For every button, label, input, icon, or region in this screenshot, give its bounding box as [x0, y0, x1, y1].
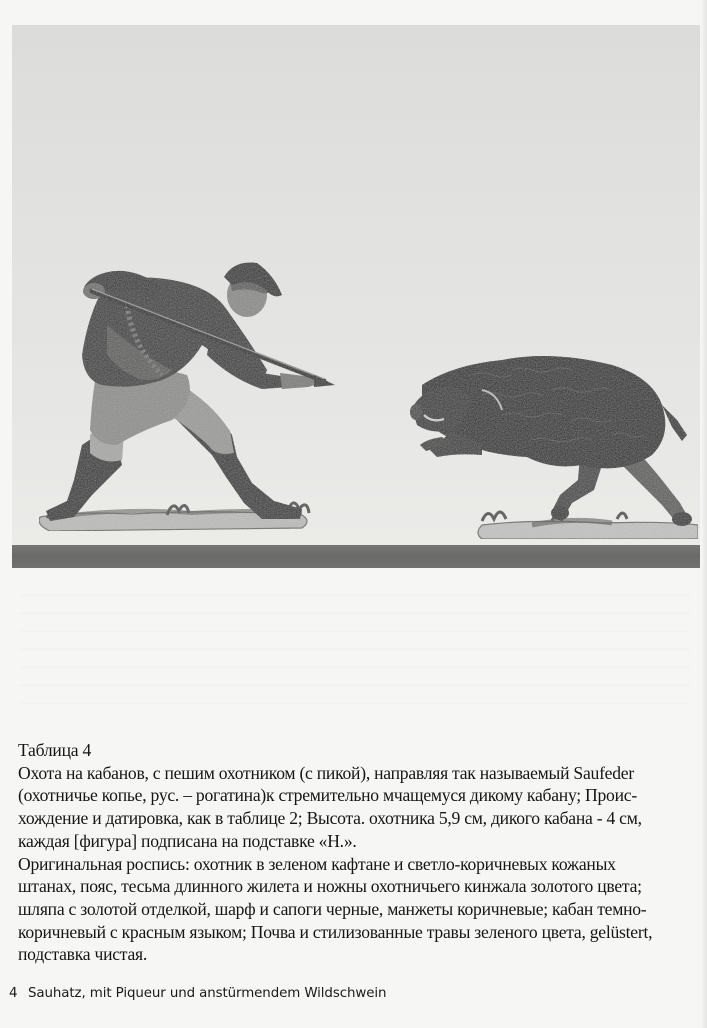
- figure-plate: [12, 25, 700, 568]
- caption-line: штанах, пояс, тесьма длинного жилета и ножны охотничьего кинжала золотого цвета;: [18, 876, 642, 897]
- caption-line: (охотничье копье, рус. – рогатина)к стремительно мчащемуся дикому кабану; Проис-: [18, 785, 637, 806]
- caption-block: [18, 739, 678, 966]
- plate-number: 4: [9, 986, 18, 1001]
- plate-footer-caption: [9, 986, 386, 1001]
- page-edge: [701, 0, 707, 1028]
- caption-line: подставка чистая.: [18, 944, 148, 965]
- show-through-texture: [20, 580, 690, 720]
- plate-base-band: [12, 545, 700, 568]
- boar-base: [478, 521, 698, 539]
- boar-figure: [410, 356, 698, 539]
- hunter-figure: [39, 263, 335, 531]
- figure-photo: [12, 25, 700, 568]
- caption-line: шляпа с золотой отделкой, шарф и сапоги черные, манжеты коричневые; кабан темно-: [18, 898, 647, 919]
- plate-title: Sauhatz, mit Piqueur und anstürmendem Wildschwein: [28, 986, 387, 1001]
- caption-line: хождение и датировка, как в таблице 2; Высота. охотника 5,9 см, дикого кабана - 4 см,: [18, 808, 642, 829]
- caption-line: коричневый с красным языком; Почва и стилизованные травы зеленого цвета, gelüstert,: [18, 921, 653, 942]
- caption-line: каждая [фигура] подписана на подставке «Н.».: [18, 830, 357, 851]
- table-label: Таблица 4: [18, 740, 91, 760]
- caption-line: Оригинальная роспись: охотник в зеленом кафтане и светло-коричневых кожаных: [18, 853, 616, 874]
- caption-line: Охота на кабанов, с пешим охотником (с пикой), направляя так называемый Saufeder: [18, 762, 634, 783]
